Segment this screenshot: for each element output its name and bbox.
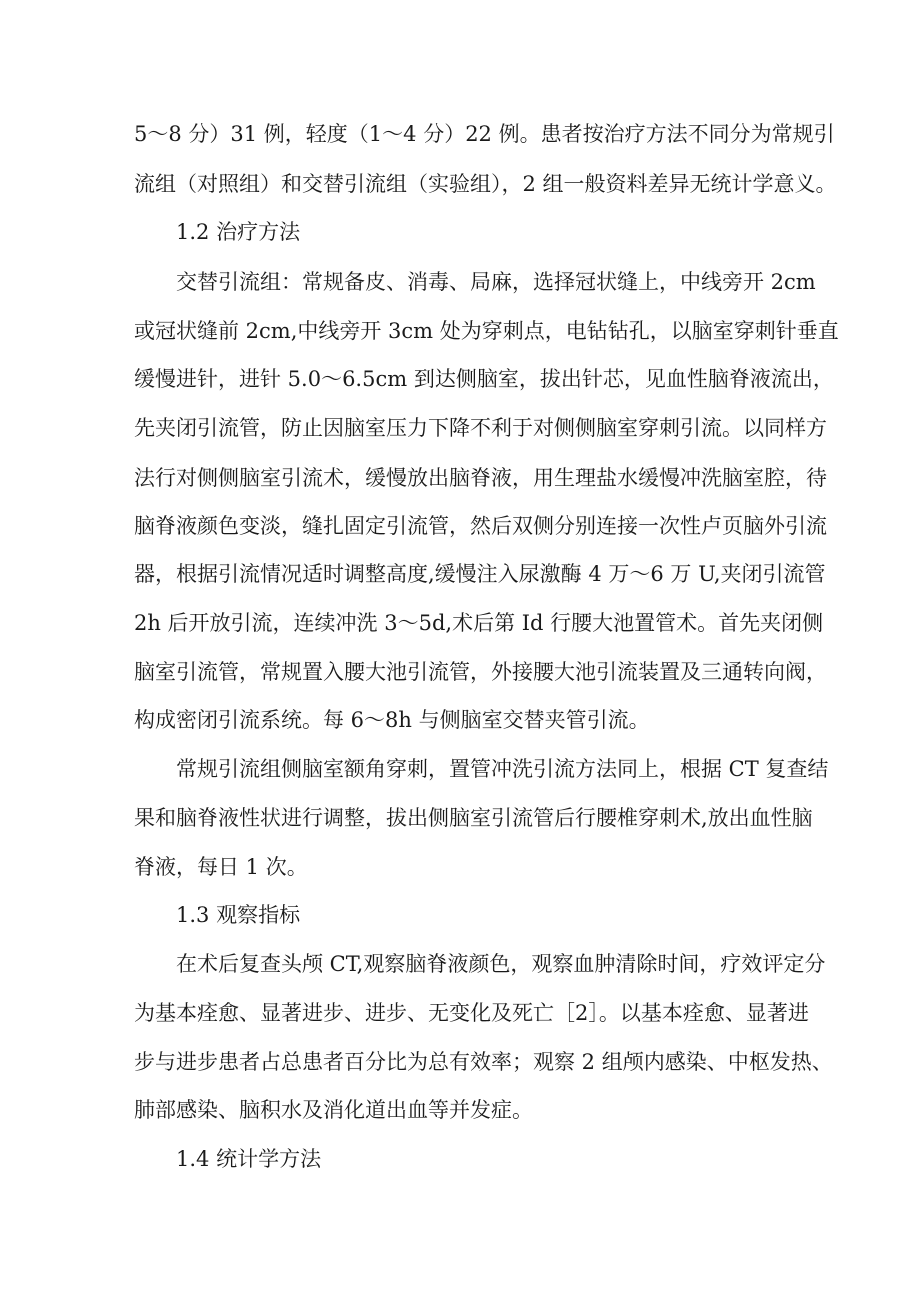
text-line: 缓慢进针，进针 5.0～6.5cm 到达侧脑室，拔出针芯，见血性脑脊液流出， bbox=[134, 367, 834, 391]
text-line: 果和脑脊液性状进行调整，拔出侧脑室引流管后行腰椎穿刺术,放出血性脑 bbox=[134, 806, 813, 830]
section-heading-1-2: 1.2 治疗方法 bbox=[176, 220, 301, 244]
text-line: 或冠状缝前 2cm,中线旁开 3cm 处为穿刺点，电钻钻孔，以脑室穿刺针垂直 bbox=[134, 319, 839, 343]
text-line: 构成密闭引流系统。每 6～8h 与侧脑室交替夹管引流。 bbox=[134, 708, 650, 732]
text-line: 器，根据引流情况适时调整高度,缓慢注入尿激酶 4 万～6 万 U,夹闭引流管 bbox=[134, 562, 826, 586]
text-line: 法行对侧侧脑室引流术，缓慢放出脑脊液，用生理盐水缓慢冲洗脑室腔，待 bbox=[134, 466, 827, 490]
text-line: 常规引流组侧脑室额角穿刺，置管冲洗引流方法同上，根据 CT 复查结 bbox=[176, 757, 829, 781]
text-line: 在术后复查头颅 CT,观察脑脊液颜色，观察血肿清除时间，疗效评定分 bbox=[176, 952, 826, 976]
text-line: 交替引流组：常规备皮、消毒、局麻，选择冠状缝上，中线旁开 2cm bbox=[176, 270, 816, 294]
text-line: 为基本痊愈、显著进步、进步、无变化及死亡［2］。以基本痊愈、显著进 bbox=[134, 1001, 809, 1025]
text-line: 肺部感染、脑积水及消化道出血等并发症。 bbox=[134, 1098, 533, 1122]
text-line: 脑室引流管，常规置入腰大池引流管，外接腰大池引流装置及三通转向阀， bbox=[134, 660, 827, 684]
text-line: 步与进步患者占总患者百分比为总有效率；观察 2 组颅内感染、中枢发热、 bbox=[134, 1050, 833, 1074]
section-heading-1-4: 1.4 统计学方法 bbox=[176, 1147, 322, 1171]
text-line: 脑脊液颜色变淡，缝扎固定引流管，然后双侧分别连接一次性卢页脑外引流 bbox=[134, 514, 827, 538]
text-line: 2h 后开放引流，连续冲洗 3～5d,术后第 Id 行腰大池置管术。首先夹闭侧 bbox=[134, 611, 824, 635]
text-line: 脊液，每日 1 次。 bbox=[134, 855, 308, 879]
text-line: 5～8 分）31 例，轻度（1～4 分）22 例。患者按治疗方法不同分为常规引 bbox=[134, 122, 835, 146]
text-line: 流组（对照组）和交替引流组（实验组），2 组一般资料差异无统计学意义。 bbox=[134, 172, 837, 196]
text-line: 先夹闭引流管，防止因脑室压力下降不利于对侧侧脑室穿刺引流。以同样方 bbox=[134, 416, 827, 440]
section-heading-1-3: 1.3 观察指标 bbox=[176, 903, 301, 927]
